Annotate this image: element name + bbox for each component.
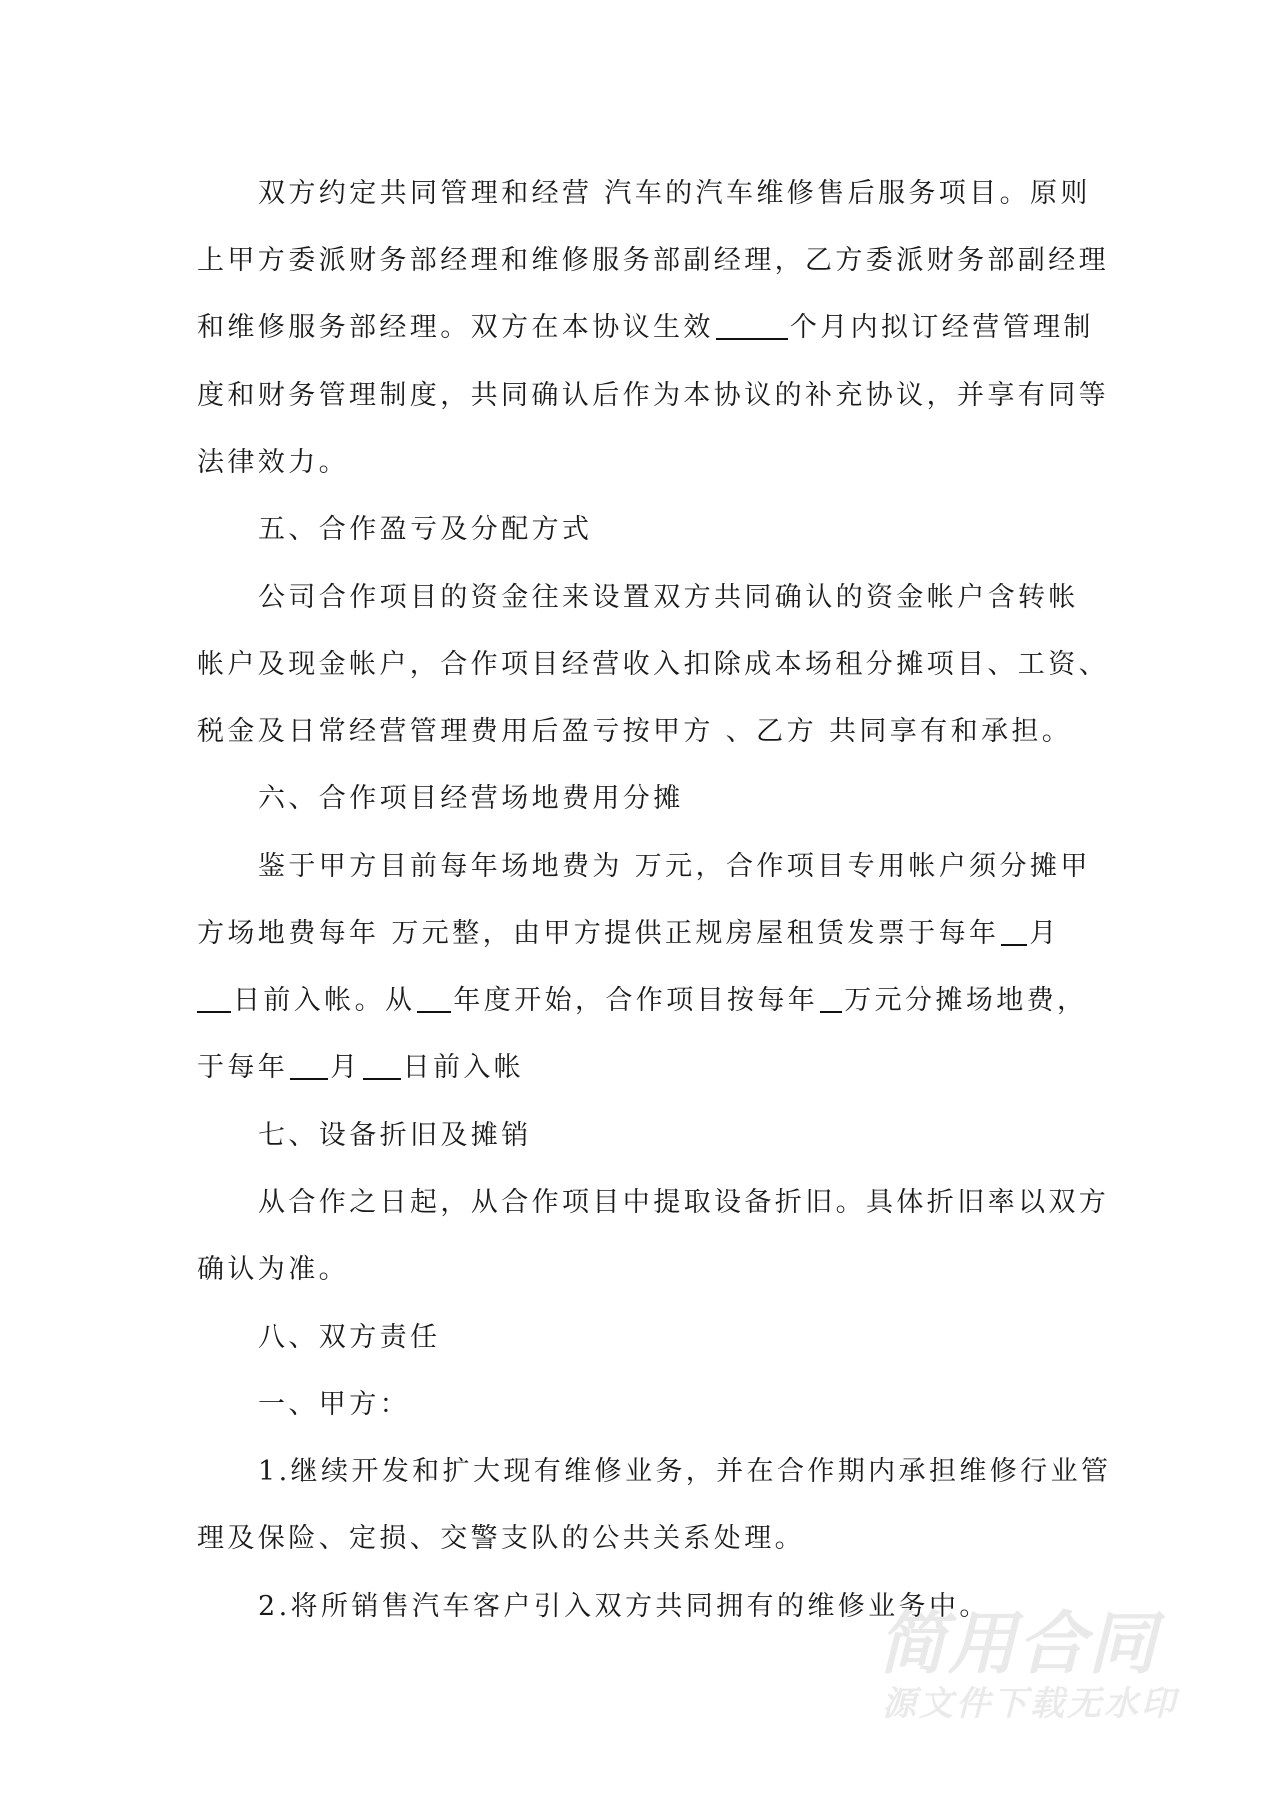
watermark-slogan: 源文件下载无水印 <box>882 1684 1178 1724</box>
fill-in-blank[interactable] <box>363 1054 401 1080</box>
paragraph-line: 从合作之日起，从合作项目中提取设备折旧。具体折旧率以双方 <box>258 1187 1110 1218</box>
section-heading-7: 七、设备折旧及摊销 <box>258 1120 532 1151</box>
section-heading-8: 八、双方责任 <box>258 1322 441 1353</box>
paragraph-line <box>197 981 1097 1021</box>
fill-in-blank[interactable] <box>716 314 788 340</box>
fill-in-blank[interactable] <box>1001 920 1027 946</box>
paragraph-line: 税金及日常经营管理费用后盈亏按甲方 、乙方 共同享有和承担。 <box>197 716 1073 747</box>
fill-in-blank[interactable] <box>820 987 842 1013</box>
paragraph-line: 公司合作项目的资金往来设置双方共同确认的资金帐户含转帐 <box>258 582 1079 613</box>
line-text: 日前入帐 <box>402 1052 525 1083</box>
subsection-heading-party-a: 一、甲方： <box>258 1389 410 1420</box>
paragraph-line <box>197 914 1097 954</box>
line-text: 日前入帐。从 <box>233 985 416 1016</box>
section-heading-6: 六、合作项目经营场地费用分摊 <box>258 783 684 814</box>
line-text: 于每年 <box>197 1052 289 1083</box>
line-text: 月 <box>330 1052 361 1083</box>
paragraph-line: 上甲方委派财务部经理和维修服务部副经理，乙方委派财务部副经理 <box>197 245 1109 276</box>
watermark-brand: 简用合同 <box>878 1605 1159 1684</box>
line-text: 月 <box>1029 918 1060 949</box>
list-item: 2.将所销售汽车客户引入双方共同拥有的维修业务中。 <box>258 1591 990 1622</box>
fill-in-blank[interactable] <box>417 987 451 1013</box>
paragraph-line: 双方约定共同管理和经营 汽车的汽车维修售后服务项目。原则 <box>258 178 1091 209</box>
paragraph-line <box>197 308 1097 348</box>
paragraph-line: 确认为准。 <box>197 1254 349 1285</box>
line-text: 年度开始，合作项目按每年 <box>453 985 819 1016</box>
list-item: 1.继续开发和扩大现有维修业务，并在合作期内承担维修行业管 <box>258 1456 1112 1487</box>
paragraph-line: 法律效力。 <box>197 447 349 478</box>
line-text: 和维修服务部经理。双方在本协议生效 <box>197 312 714 343</box>
line-text: 方场地费每年 万元整，由甲方提供正规房屋租赁发票于每年 <box>197 918 1000 949</box>
paragraph-line: 帐户及现金帐户，合作项目经营收入扣除成本场租分摊项目、工资、 <box>197 649 1109 680</box>
paragraph-line: 度和财务管理制度，共同确认后作为本协议的补充协议，并享有同等 <box>197 380 1109 411</box>
section-heading-5: 五、合作盈亏及分配方式 <box>258 514 593 545</box>
paragraph-line: 理及保险、定损、交警支队的公共关系处理。 <box>197 1523 805 1554</box>
paragraph-line: 鉴于甲方目前每年场地费为 万元，合作项目专用帐户须分摊甲 <box>258 851 1091 882</box>
paragraph-line <box>197 1048 1097 1088</box>
fill-in-blank[interactable] <box>197 987 231 1013</box>
line-text: 个月内拟订经营管理制 <box>789 312 1094 343</box>
line-text: 万元分摊场地费， <box>844 985 1088 1016</box>
fill-in-blank[interactable] <box>290 1054 328 1080</box>
